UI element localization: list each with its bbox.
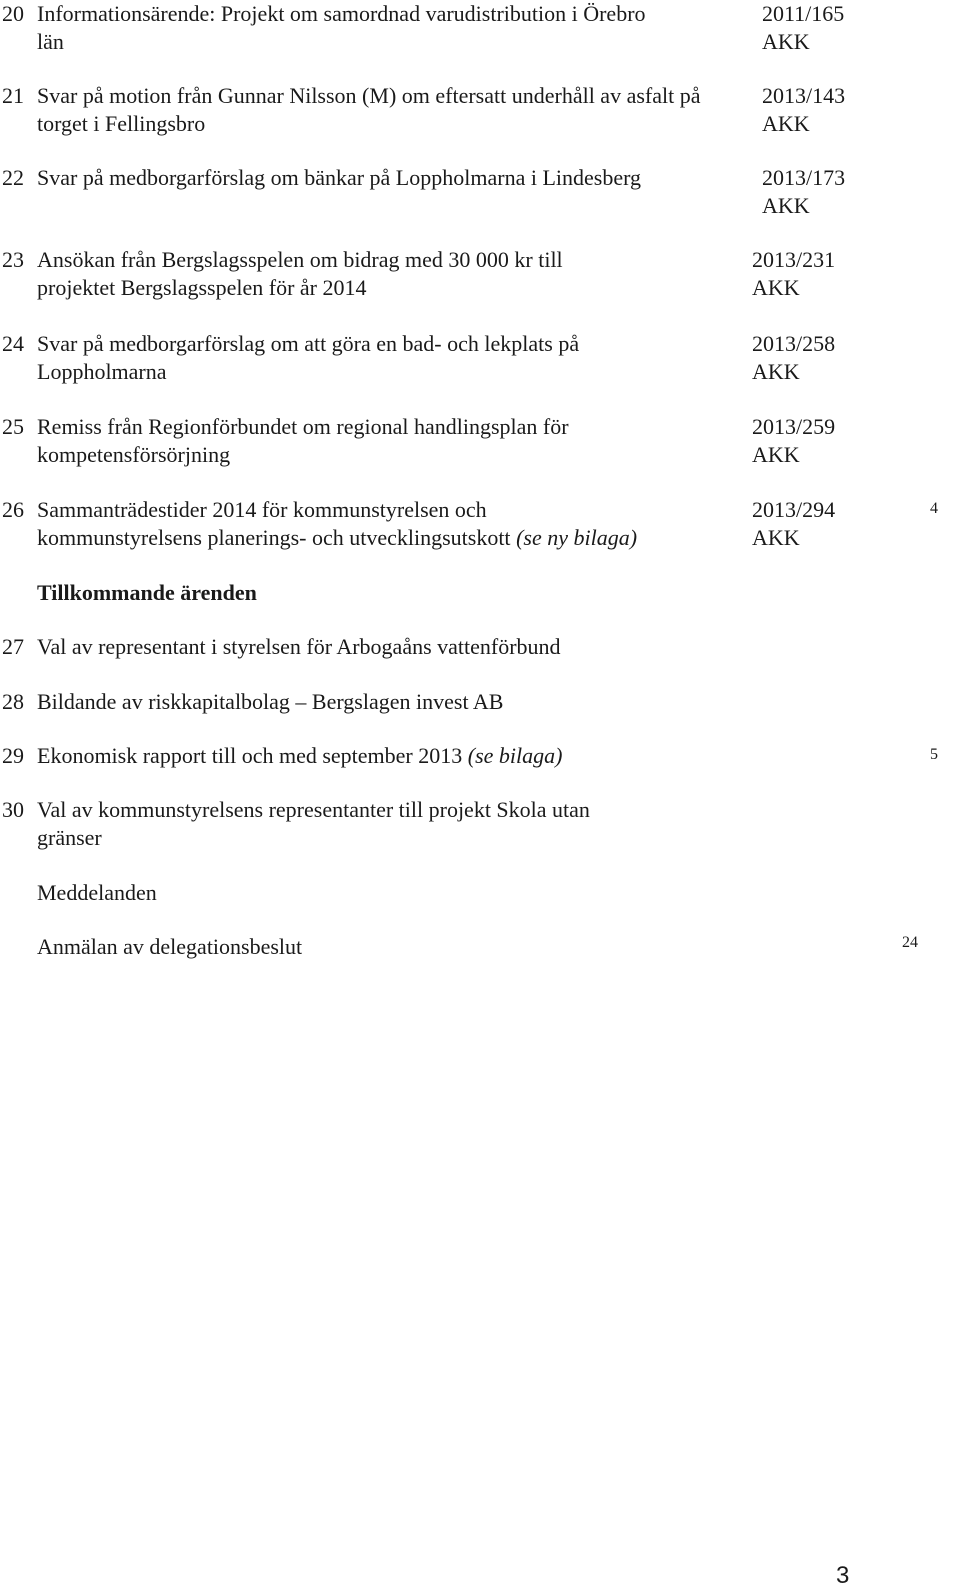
item-title-line: Loppholmarna [37, 359, 167, 384]
item-ref-unit: AKK [752, 442, 800, 467]
item-title-line: projektet Bergslagsspelen för år 2014 [37, 275, 367, 300]
item-number: 24 [2, 331, 24, 356]
item-title-text: Ekonomisk rapport till och med september 2013 [37, 743, 463, 768]
annex-note: (se bilaga) [467, 743, 563, 768]
item-title-line: gränser [37, 825, 102, 850]
item-title [37, 330, 757, 386]
item-title: Bildande av riskkapitalbolag – Bergslagen invest AB [37, 689, 504, 714]
item-ref-unit: AKK [752, 525, 800, 550]
item-ref-unit: AKK [762, 111, 810, 136]
item-title: Svar på motion från Gunnar Nilsson (M) om eftersatt underhåll av asfalt på torget i Fellingsbro [37, 83, 701, 136]
item-ref-unit: AKK [752, 275, 800, 300]
item-diary-number: 2013/173 [762, 165, 846, 190]
item-ref [762, 0, 872, 56]
item-number: 27 [2, 634, 24, 659]
item-ref [762, 164, 872, 220]
item-diary-number: 2013/143 [762, 83, 846, 108]
page-number: 3 [836, 1562, 850, 1589]
item-title: Val av representant i styrelsen för Arbogaåns vattenförbund [37, 634, 561, 659]
item-number: 25 [2, 414, 24, 439]
item-number: 28 [2, 689, 24, 714]
item-title [37, 796, 757, 852]
item-ref [752, 330, 862, 386]
item-ref [752, 246, 862, 302]
item-title [37, 246, 757, 302]
item-diary-number: 2013/231 [752, 247, 836, 272]
annex-number: 24 [902, 934, 918, 951]
item-title-line [37, 524, 757, 552]
item-title-line: Sammanträdestider 2014 för kommunstyrelsen och [37, 497, 487, 522]
item-ref-unit: AKK [752, 359, 800, 384]
annex-number: 5 [930, 746, 938, 763]
delegation-text: Anmälan av delegationsbeslut [37, 934, 303, 959]
messages-text: Meddelanden [37, 880, 157, 905]
item-ref-unit: AKK [762, 29, 810, 54]
item-title-line: kompetensförsörjning [37, 442, 231, 467]
item-title [37, 496, 757, 552]
item-title [37, 413, 757, 469]
item-number: 30 [2, 797, 24, 822]
item-number: 20 [2, 1, 24, 26]
item-ref [762, 82, 872, 138]
annex-number: 4 [930, 500, 938, 517]
item-ref [752, 496, 862, 552]
item-ref [752, 413, 862, 469]
item-number: 26 [2, 497, 24, 522]
item-ref-unit: AKK [762, 193, 810, 218]
section-heading-text: Tillkommande ärenden [37, 580, 257, 605]
item-title-text: kommunstyrelsens planerings- och utvecklingsutskott [37, 525, 511, 550]
item-diary-number: 2013/259 [752, 414, 836, 439]
item-number: 22 [2, 165, 24, 190]
item-title: Informationsärende: Projekt om samordnad varudistribution i Örebro län [37, 1, 646, 54]
annex-note: (se ny bilaga) [516, 525, 638, 550]
item-diary-number: 2011/165 [762, 1, 845, 26]
item-title: Svar på medborgarförslag om bänkar på Loppholmarna i Lindesberg [37, 165, 642, 190]
item-title [37, 742, 757, 770]
item-number: 29 [2, 743, 24, 768]
item-number: 21 [2, 83, 24, 108]
item-diary-number: 2013/294 [752, 497, 836, 522]
item-title-line: Remiss från Regionförbundet om regional handlingsplan för [37, 414, 569, 439]
item-title-line: Ansökan från Bergslagsspelen om bidrag med 30 000 kr till [37, 247, 563, 272]
item-number: 23 [2, 247, 24, 272]
item-title-line: Val av kommunstyrelsens representanter till projekt Skola utan [37, 797, 590, 822]
item-title-line: Svar på medborgarförslag om att göra en bad- och lekplats på [37, 331, 580, 356]
item-diary-number: 2013/258 [752, 331, 836, 356]
